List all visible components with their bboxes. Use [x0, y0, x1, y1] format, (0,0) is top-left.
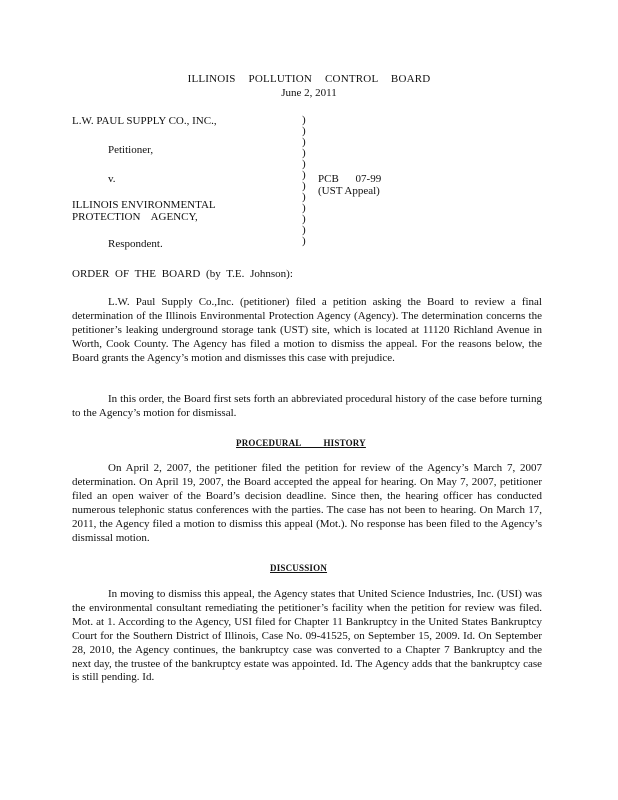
document-title: ILLINOIS POLLUTION CONTROL BOARD	[187, 73, 431, 85]
caption-paren: )	[302, 158, 306, 170]
caption-paren: )	[302, 147, 306, 159]
respondent-name-line1: ILLINOIS ENVIRONMENTAL	[72, 199, 216, 211]
discussion-paragraph: In moving to dismiss this appeal, the Agency states that United Science Industries, Inc. (USI) was the environmental consultant remediating the petitioner’s facility when the petition for review was filed. Mot. at 1. According to the Agency, USI filed for Chapter 11 Bankruptcy in the United States Bankruptcy Court for the Southern District of Illinois, Case No. 09-41525, on September 15, 2009. Id. On September 28, 2010, the Agency continues, the bankruptcy case was converted to a Chapter 7 Bankruptcy and the next day, the trustee of the bankruptcy estate was appointed. Id. The Agency adds that the bankruptcy case is still pending. Id.	[72, 588, 542, 684]
respondent-name-line2: PROTECTION AGENCY,	[72, 211, 198, 223]
caption-paren: )	[302, 180, 306, 192]
case-type: (UST Appeal)	[318, 185, 380, 197]
overview-paragraph: In this order, the Board first sets forth an abbreviated procedural history of the case before turning to the Agency’s motion for dismissal.	[72, 393, 542, 419]
respondent-role: Respondent.	[108, 238, 163, 250]
caption-paren: )	[302, 114, 306, 126]
petitioner-role: Petitioner,	[108, 144, 154, 156]
versus-label: v.	[108, 173, 116, 185]
discussion-heading: DISCUSSION	[270, 563, 328, 573]
caption-paren: )	[302, 202, 306, 214]
procedural-history-heading: PROCEDURAL HISTORY	[236, 438, 366, 448]
caption-paren: )	[302, 191, 306, 203]
order-line: ORDER OF THE BOARD (by T.E. Johnson):	[72, 268, 293, 280]
caption-paren: )	[302, 136, 306, 148]
caption-paren: )	[302, 169, 306, 181]
petitioner-name: L.W. PAUL SUPPLY CO., INC.,	[72, 115, 217, 127]
caption-paren: )	[302, 213, 306, 225]
intro-paragraph: L.W. Paul Supply Co.,Inc. (petitioner) filed a petition asking the Board to review a final determination of the Illinois Environmental Protection Agency (Agency). The determination concerns the petitioner’s leaking underground storage tank (UST) site, which is located at 11120 Richland Avenue in Worth, Cook County. The Agency has filed a motion to dismiss the appeal. For the reasons below, the Board grants the Agency’s motion and dismisses this case with prejudice.	[72, 296, 542, 364]
case-number: PCB 07-99	[318, 173, 382, 185]
caption-paren: )	[302, 125, 306, 137]
document-date: June 2, 2011	[281, 87, 337, 99]
procedural-history-paragraph: On April 2, 2007, the petitioner filed the petition for review of the Agency’s March 7, 2007 determination. On April 19, 2007, the Board accepted the appeal for hearing. On May 7, 2007, petitioner filed an open waiver of the Board’s decision deadline. Since then, the hearing officer has conducted numerous telephonic status conferences with the parties. The case has not been to hearing. On March 17, 2011, the Agency filed a motion to dismiss this appeal (Mot.). No response has been filed to the Agency’s dismissal motion.	[72, 462, 542, 544]
caption-paren: )	[302, 224, 306, 236]
caption-paren: )	[302, 235, 306, 247]
caption-parenthesis-column	[302, 115, 312, 247]
